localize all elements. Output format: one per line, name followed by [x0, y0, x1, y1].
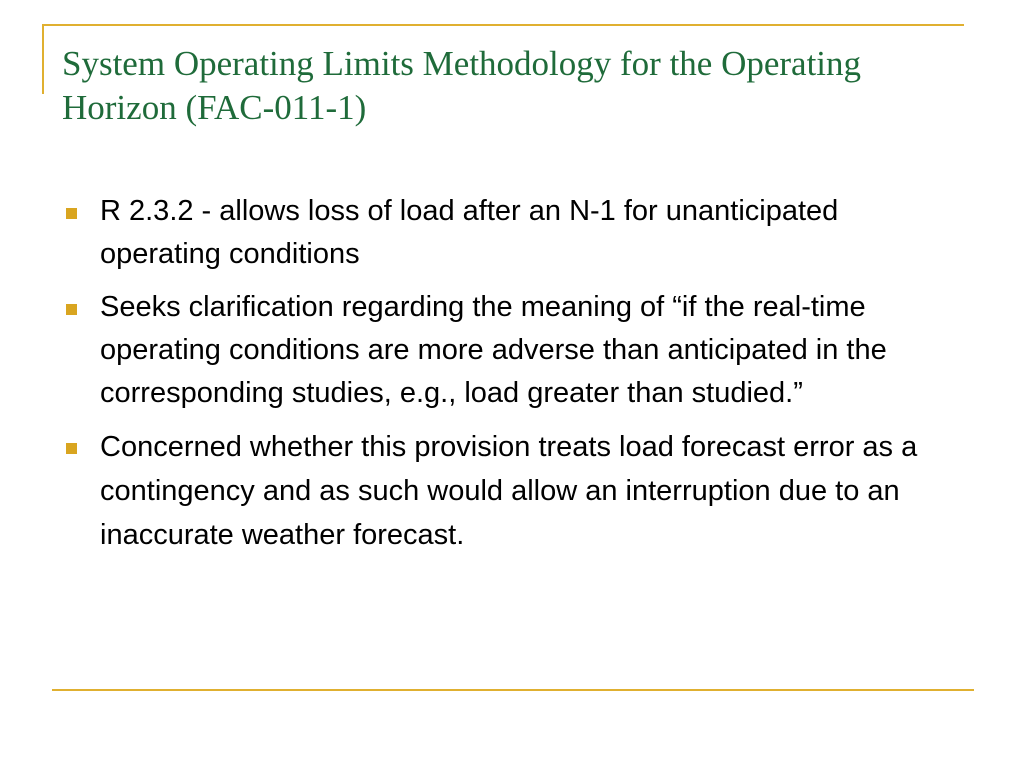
bullet-text: Seeks clarification regarding the meaning of “if the real-time operating conditions are more adverse than anticipated in the corresponding studies, e.g., load greater than studied.” [100, 291, 887, 409]
square-bullet-icon [66, 443, 77, 454]
bullet-item [62, 425, 962, 557]
bottom-rule [52, 689, 974, 691]
square-bullet-icon [66, 208, 77, 219]
left-rule [42, 24, 44, 94]
bullet-text: Concerned whether this provision treats load forecast error as a contingency and as such would allow an interruption due to an inaccurate weather forecast. [100, 431, 918, 551]
square-bullet-icon [66, 304, 77, 315]
bullet-item [62, 286, 962, 415]
bullet-item [62, 190, 962, 276]
slide-title: System Operating Limits Methodology for the Operating Horizon (FAC-011-1) [62, 44, 862, 127]
bullet-list [62, 190, 962, 567]
bullet-text: R 2.3.2 - allows loss of load after an N-1 for unanticipated operating conditions [100, 195, 839, 270]
top-rule [42, 24, 964, 26]
